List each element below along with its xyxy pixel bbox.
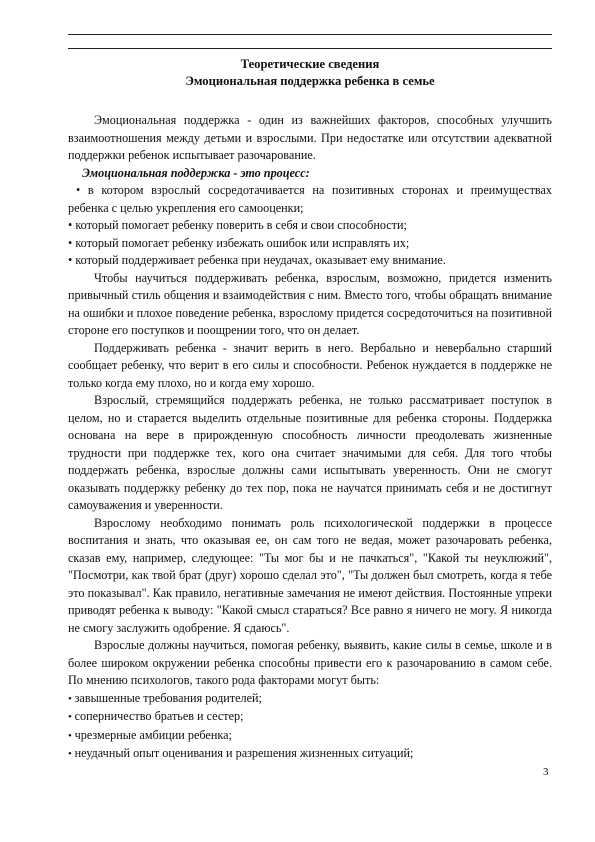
process-item: • который помогает ребенку поверить в себя и свои способности;	[68, 217, 552, 235]
paragraph-learning: Чтобы научиться поддерживать ребенка, взрослым, возможно, придется изменить привычный стиль общения и взаимодействия с ним. Вместо того, чтобы обращать внимание на ошибки и плохое поведение ребенка, взрослому придется сосредоточиться на позитивной стороне его поступков и поощрении того, что он делает.	[68, 270, 552, 337]
paragraph-intro: Эмоциональная поддержка - один из важнейших факторов, способных улучшить взаимоотношения между детьми и взрослыми. При недостатке или отсутствии адекватной поддержки ребенок испытывает разочарование.	[68, 113, 552, 162]
heading-line-2: Эмоциональная поддержка ребенка в семье	[185, 74, 435, 88]
factor-item: • соперничество братьев и сестер;	[68, 708, 552, 727]
process-list	[68, 182, 552, 270]
factor-item: • завышенные требования родителей;	[68, 690, 552, 709]
paragraph-adult-support: Взрослый, стремящийся поддержать ребенка, не только рассматривает поступок в целом, но и старается выделить отдельные позитивные для ребенка стороны. Поддержка основана на вере в прирожденную способность личности преодолевать жизненные трудности при поддержке тех, кого она считает значимыми для себя. Для того чтобы поддержать ребенка, взрослые должны сами испытывать уверенность. Они не смогут оказывать поддержку ребенку до тех пор, пока не научатся принимать себя и не достигнут самоуважения и уверенности.	[68, 393, 552, 512]
header-rule-bottom	[68, 48, 552, 49]
paragraph-belief: Поддерживать ребенка - значит верить в него. Вербально и невербально старший сообщает ребенку, что верит в его силы и способности. Ребенок нуждается в поддержке не только когда ему плохо, но и когда ему хорошо.	[68, 340, 552, 390]
factor-item: • неудачный опыт оценивания и разрешения жизненных ситуаций;	[68, 745, 552, 764]
process-item: • который помогает ребенку избежать ошибок или исправлять их;	[68, 235, 552, 253]
process-item: • который поддерживает ребенка при неудачах, оказывает ему внимание.	[68, 252, 552, 270]
header-rule-top	[68, 34, 552, 35]
factor-item: • чрезмерные амбиции ребенка;	[68, 727, 552, 746]
document-body	[68, 56, 552, 764]
page-number: 3	[543, 766, 549, 778]
process-subtitle: Эмоциональная поддержка - это процесс:	[82, 165, 310, 180]
paragraph-factors: Взрослые должны научиться, помогая ребенку, выявить, какие силы в семье, школе и в более широком окружении ребенка способны привести его к разочарованию в самом себе. По мнению психологов, такого рода факторами могут быть:	[68, 638, 552, 687]
heading-line-1: Теоретические сведения	[240, 57, 380, 71]
process-item: • в котором взрослый сосредотачивается на позитивных сторонах и преимуществах ребенка с целью укрепления его самооценки;	[68, 183, 552, 215]
paragraph-psych-support: Взрослому необходимо понимать роль психологической поддержки в процессе воспитания и знать, что оказывая ее, он сам того не ведая, может разочаровать ребенка, сказав ему, например, следующее: "Ты мог бы и не пачкаться", "Какой ты неуклюжий", "Посмотри, как твой брат (друг) хорошо сделал это", "Ты должен был смотреть, когда я тебе это показывал". Как правило, негативные замечания не имеют действия. Постоянные упреки приводят ребенка к выводу: "Какой смысл стараться? Все равно я ничего не могу. Я никогда не смогу заслужить одобрение. Я сдаюсь".	[68, 515, 552, 635]
factors-list	[68, 690, 552, 764]
